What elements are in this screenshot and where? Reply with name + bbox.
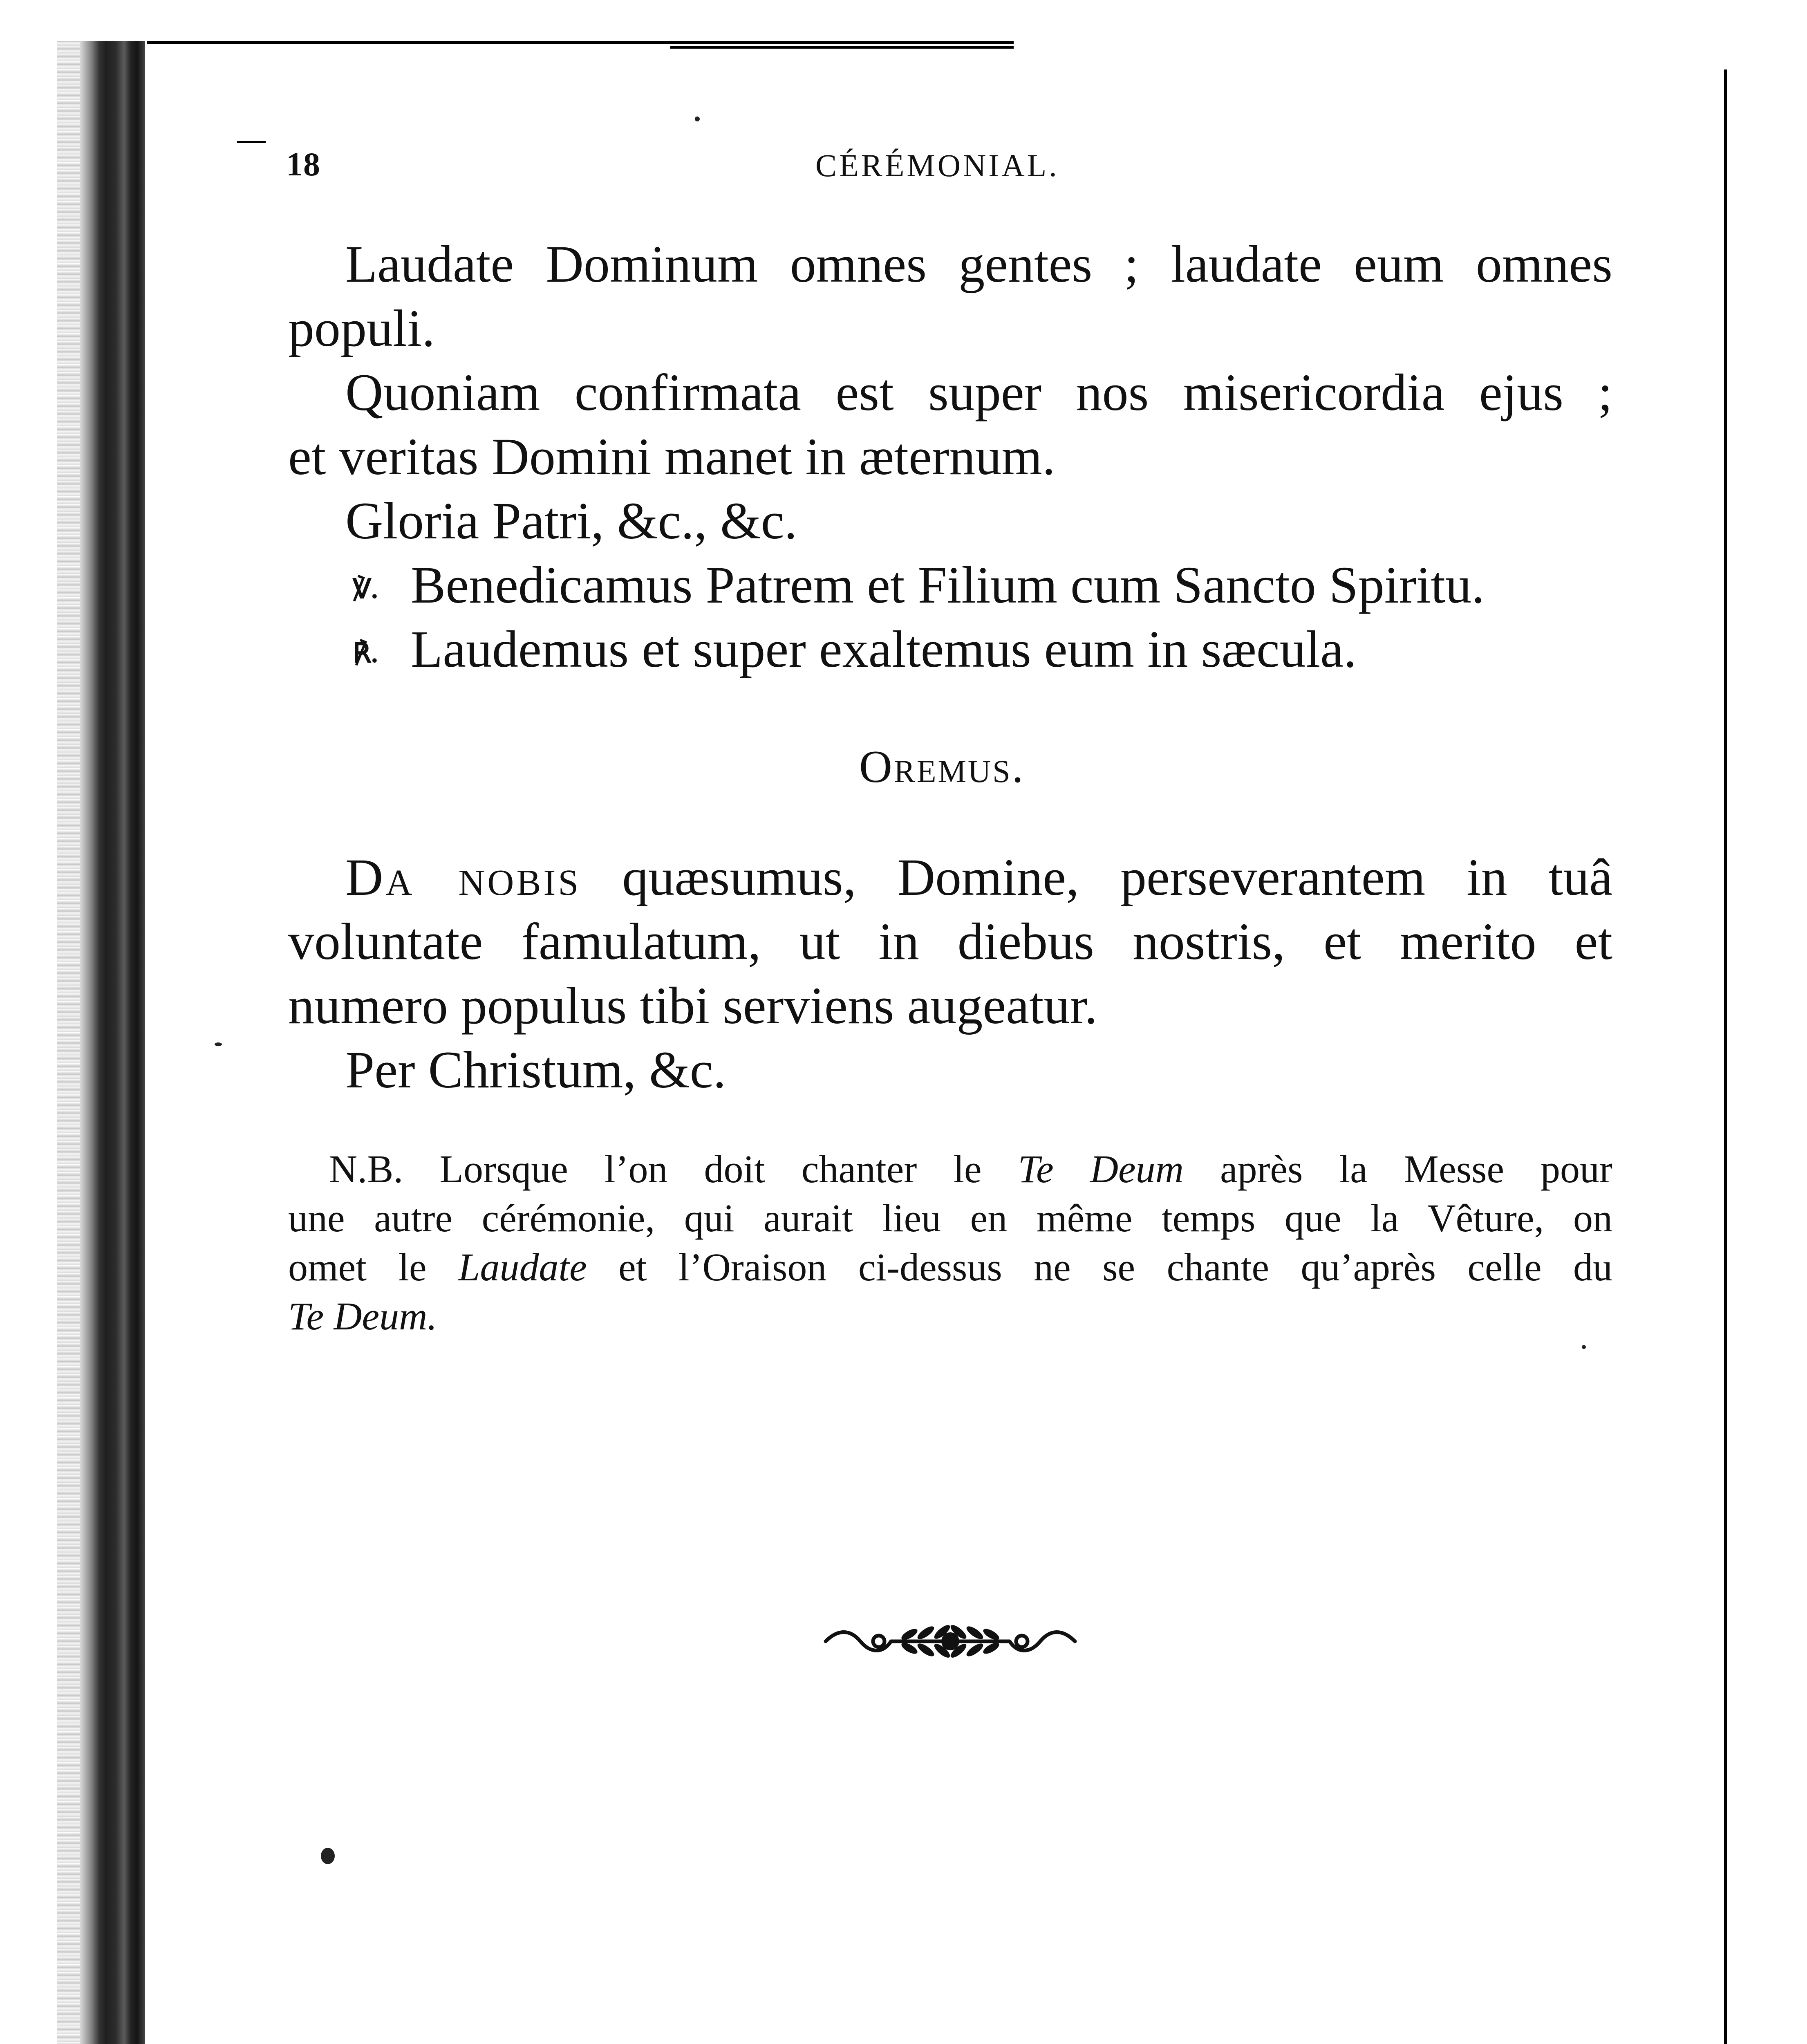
prayer-line-text: quæsumus, Domine, perseverantem in tuâ — [622, 848, 1612, 906]
prayer-line: numero populus tibi serviens augeatur. — [288, 977, 1098, 1035]
note-text: et l’Oraison ci-dessus ne se chante qu’après celle du — [587, 1245, 1613, 1289]
note-line — [288, 1145, 1612, 1194]
response-line — [288, 617, 1612, 681]
note-line: une autre cérémonie, qui aurait lieu en même temps que la Vêture, on — [288, 1196, 1612, 1240]
prayer-line — [288, 845, 1612, 910]
ink-spot — [321, 1848, 335, 1864]
response-text: Laudemus et super exaltemus eum in sæcula. — [411, 620, 1357, 678]
prayer-opening-words: Da nobis — [345, 848, 581, 906]
note-text: après la Messe pour — [1184, 1147, 1613, 1191]
scan-margin-mark — [237, 141, 266, 143]
page-number: 18 — [286, 146, 320, 183]
versicle-text: Benedicamus Patrem et Filium cum Sancto Spiritu. — [411, 556, 1485, 614]
prayer-conclusion: Per Christum, &c. — [345, 1041, 726, 1099]
note-line — [288, 1243, 1612, 1292]
response-sign-icon: ℟. — [353, 639, 378, 668]
note-italic-text: Te Deum — [1018, 1147, 1184, 1191]
scan-top-edge — [147, 41, 1014, 44]
prayer-line: voluntate famulatum, ut in diebus nostris, et merito et — [288, 912, 1612, 970]
note-text: N.B. Lorsque l’on doit chanter le — [329, 1147, 1018, 1191]
psalm-line: Quoniam confirmata est super nos misericordia ejus ; — [345, 363, 1612, 421]
rubric-note — [288, 1145, 1612, 1341]
doxology-line: Gloria Patri, &c., &c. — [345, 492, 797, 550]
scan-top-edge-secondary — [670, 46, 1014, 49]
psalm-line: populi. — [288, 299, 435, 357]
psalm-line: Laudate Dominum omnes gentes ; laudate eum omnes — [345, 235, 1612, 293]
scan-binding-shadow — [57, 41, 80, 2044]
note-italic-text: Te Deum. — [288, 1294, 437, 1338]
running-title: CÉRÉMONIAL. — [815, 148, 1059, 183]
note-line — [288, 1292, 1612, 1341]
ink-speck — [1582, 1345, 1586, 1349]
psalm-line: et veritas Domini manet in æternum. — [288, 428, 1055, 486]
versicle-sign-icon: ℣. — [353, 574, 378, 604]
note-italic-text: Laudate — [458, 1245, 587, 1289]
note-text: omet le — [288, 1245, 459, 1289]
ink-speck — [215, 1042, 222, 1046]
scan-right-edge — [1724, 69, 1727, 2044]
versicle-line — [288, 553, 1612, 617]
prayer-block — [288, 845, 1612, 1102]
fleuron-ornament-icon — [822, 1619, 1079, 1664]
scan-binding-edge — [80, 41, 145, 2044]
prayer-heading: Oremus. — [859, 742, 1025, 792]
ink-speck — [695, 117, 700, 121]
psalm-block — [288, 232, 1612, 681]
